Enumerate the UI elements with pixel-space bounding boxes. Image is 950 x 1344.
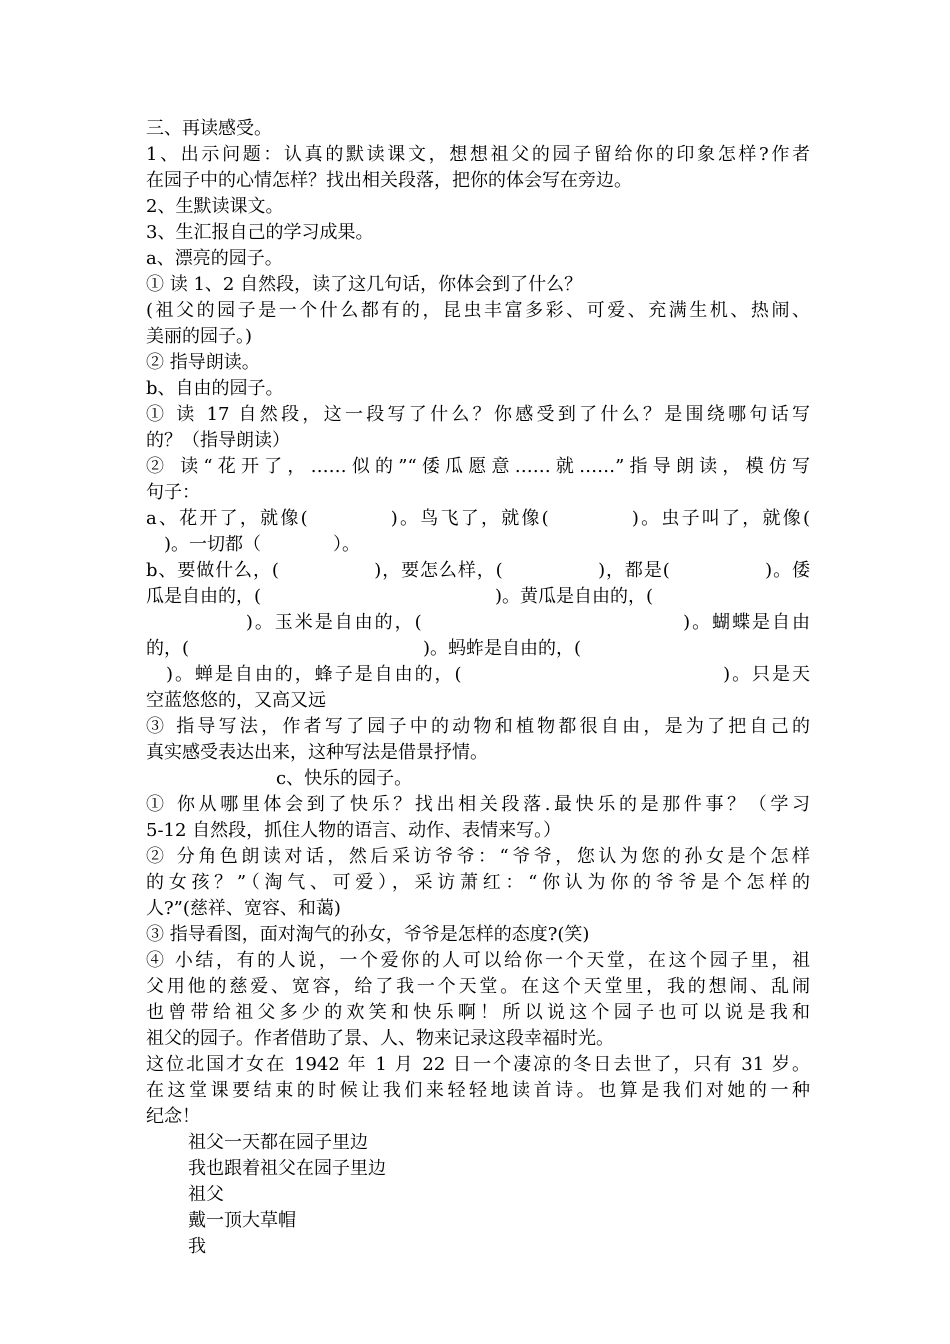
text-line: 我: [188, 1236, 206, 1257]
text-line: c、快乐的园子。: [276, 768, 413, 789]
text-line: ③ 指导看图，面对淘气的孙女，爷爷是怎样的态度?(笑): [146, 924, 590, 945]
text-line: 祖父: [188, 1184, 224, 1205]
text-line: ② 分角色朗读对话，然后采访爷爷：“爷爷，您认为您的孙女是个怎样: [146, 846, 810, 867]
text-line: 戴一顶大草帽: [188, 1210, 296, 1231]
text-line: 父用他的慈爱、宽容，给了我一个天堂。在这个天堂里，我的想闹、乱闹: [146, 976, 810, 997]
text-line: 的女孩？”（淘气、可爱），采访萧红：“你认为你的爷爷是个怎样的: [146, 872, 810, 893]
text-line: ② 指导朗读。: [146, 352, 260, 373]
text-line: 空蓝悠悠的，又高又远: [146, 690, 326, 711]
text-line: 祖父的园子。作者借助了景、人、物来记录这段幸福时光。: [146, 1028, 614, 1049]
text-line: ③ 指导写法，作者写了园子中的动物和植物都很自由，是为了把自己的: [146, 716, 810, 737]
document-body: [146, 116, 810, 1260]
text-line: a、花开了，就像( )。鸟飞了，就像( )。虫子叫了，就像(: [146, 508, 810, 529]
text-line: ① 读 1、2 自然段，读了这几句话，你体会到了什么？: [146, 274, 583, 295]
text-line: ① 你从哪里体会到了快乐？找出相关段落.最快乐的是那件事？（学习: [146, 794, 810, 815]
text-line: ② 读“花开了，……似的”“倭瓜愿意……就……”指导朗读，模仿写: [146, 456, 810, 477]
text-line: 真实感受表达出来，这种写法是借景抒情。: [146, 742, 488, 763]
text-line: 3、生汇报自己的学习成果。: [146, 222, 374, 243]
text-line: 纪念！: [146, 1106, 200, 1127]
text-line: 这位北国才女在 1942 年 1 月 22 日一个凄凉的冬日去世了，只有 31 岁。: [146, 1054, 810, 1075]
text-line: a、漂亮的园子。: [146, 248, 283, 269]
text-line: 的，( )。蚂蚱是自由的，(: [146, 638, 582, 659]
text-line: 美丽的园子。): [146, 326, 253, 347]
text-line: ① 读 17 自然段，这一段写了什么？你感受到了什么？是围绕哪句话写: [146, 404, 810, 425]
text-line: 也曾带给祖父多少的欢笑和快乐啊！所以说这个园子也可以说是我和: [146, 1002, 810, 1023]
text-line: )。一切都（ ）。: [146, 534, 361, 555]
text-line: b、要做什么，( )，要怎么样，( )，都是( )。倭: [146, 560, 810, 581]
text-line: 在园子中的心情怎样？找出相关段落，把你的体会写在旁边。: [146, 170, 632, 191]
text-line: (祖父的园子是一个什么都有的，昆虫丰富多彩、可爱、充满生机、热闹、: [146, 300, 810, 321]
text-line: 的？（指导朗读）: [146, 430, 290, 451]
text-line: b、自由的园子。: [146, 378, 284, 399]
text-line: 2、生默读课文。: [146, 196, 284, 217]
text-line: 在这堂课要结束的时候让我们来轻轻地读首诗。也算是我们对她的一种: [146, 1080, 810, 1101]
text-line: )。蝉是自由的，蜂子是自由的，( )。只是天: [146, 664, 810, 685]
text-line: 我也跟着祖父在园子里边: [188, 1158, 386, 1179]
text-line: )。玉米是自由的，( )。蝴蝶是自由: [146, 612, 810, 633]
text-line: 句子：: [146, 482, 200, 503]
text-line: 5-12 自然段，抓住人物的语言、动作、表情来写。）: [146, 820, 562, 841]
text-line: 祖父一天都在园子里边: [188, 1132, 368, 1153]
text-line: ④ 小结，有的人说，一个爱你的人可以给你一个天堂，在这个园子里，祖: [146, 950, 810, 971]
text-line: 瓜是自由的，( )。黄瓜是自由的，(: [146, 586, 654, 607]
text-line: 1、出示问题：认真的默读课文，想想祖父的园子留给你的印象怎样?作者: [146, 144, 810, 165]
text-line: 三、再读感受。: [146, 118, 272, 139]
text-line: 人?”(慈祥、宽容、和蔼): [146, 898, 341, 919]
